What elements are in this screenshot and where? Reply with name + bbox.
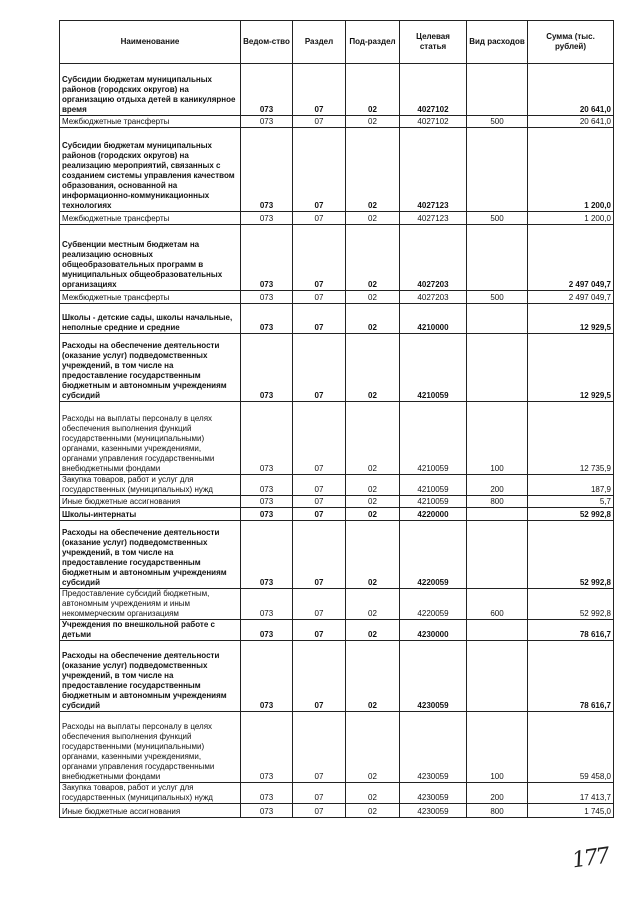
cell-celevaya-statya: 4230000 bbox=[400, 620, 467, 641]
cell-summa: 17 413,7 bbox=[528, 783, 614, 804]
cell-podrazdel: 02 bbox=[346, 64, 400, 116]
table-row bbox=[60, 212, 614, 225]
cell-razdel: 07 bbox=[293, 589, 346, 620]
table-row bbox=[60, 334, 614, 402]
cell-podrazdel: 02 bbox=[346, 334, 400, 402]
cell-razdel: 07 bbox=[293, 64, 346, 116]
cell-vedomstvo: 073 bbox=[241, 304, 293, 334]
cell-name: Предоставление субсидий бюджетным, автономным учреждениям и иным некоммерческим организациям bbox=[60, 589, 241, 620]
cell-name: Расходы на выплаты персоналу в целях обеспечения выполнения функций государственными (муниципальными) органами, казенными учреждениями, органами управления государственными внебюджетными фондами bbox=[60, 712, 241, 783]
table-body bbox=[60, 64, 614, 818]
table-row bbox=[60, 641, 614, 712]
table-row bbox=[60, 589, 614, 620]
cell-summa: 59 458,0 bbox=[528, 712, 614, 783]
cell-name: Субсидии бюджетам муниципальных районов (городских округов) на реализацию мероприятий, связанных с созданием системы управления качеством образования, основанной на информационно-коммуникационных технологиях bbox=[60, 128, 241, 212]
cell-vid-rashodov: 500 bbox=[467, 291, 528, 304]
table-row bbox=[60, 712, 614, 783]
cell-razdel: 07 bbox=[293, 334, 346, 402]
cell-podrazdel: 02 bbox=[346, 291, 400, 304]
cell-celevaya-statya: 4220059 bbox=[400, 521, 467, 589]
cell-celevaya-statya: 4210059 bbox=[400, 496, 467, 508]
cell-summa: 20 641,0 bbox=[528, 64, 614, 116]
cell-name: Школы-интернаты bbox=[60, 508, 241, 521]
cell-vid-rashodov bbox=[467, 64, 528, 116]
cell-vid-rashodov bbox=[467, 521, 528, 589]
cell-summa: 2 497 049,7 bbox=[528, 225, 614, 291]
cell-name: Школы - детские сады, школы начальные, неполные средние и средние bbox=[60, 304, 241, 334]
cell-celevaya-statya: 4230059 bbox=[400, 783, 467, 804]
cell-name: Иные бюджетные ассигнования bbox=[60, 804, 241, 818]
col-header-vid-rashodov: Вид расходов bbox=[467, 21, 528, 64]
cell-name: Закупка товаров, работ и услуг для государственных (муниципальных) нужд bbox=[60, 475, 241, 496]
cell-vid-rashodov bbox=[467, 641, 528, 712]
cell-razdel: 07 bbox=[293, 641, 346, 712]
cell-vedomstvo: 073 bbox=[241, 712, 293, 783]
cell-vedomstvo: 073 bbox=[241, 225, 293, 291]
cell-celevaya-statya: 4230059 bbox=[400, 804, 467, 818]
cell-summa: 1 200,0 bbox=[528, 128, 614, 212]
cell-podrazdel: 02 bbox=[346, 116, 400, 128]
cell-vid-rashodov: 800 bbox=[467, 804, 528, 818]
cell-vid-rashodov bbox=[467, 128, 528, 212]
cell-summa: 5,7 bbox=[528, 496, 614, 508]
cell-vedomstvo: 073 bbox=[241, 402, 293, 475]
cell-podrazdel: 02 bbox=[346, 225, 400, 291]
cell-razdel: 07 bbox=[293, 804, 346, 818]
cell-vedomstvo: 073 bbox=[241, 334, 293, 402]
cell-razdel: 07 bbox=[293, 475, 346, 496]
cell-name: Иные бюджетные ассигнования bbox=[60, 496, 241, 508]
cell-vedomstvo: 073 bbox=[241, 804, 293, 818]
cell-razdel: 07 bbox=[293, 128, 346, 212]
cell-name: Субвенции местным бюджетам на реализацию основных общеобразовательных программ в муниципальных общеобразовательных организациях bbox=[60, 225, 241, 291]
cell-vedomstvo: 073 bbox=[241, 521, 293, 589]
cell-name: Межбюджетные трансферты bbox=[60, 116, 241, 128]
col-header-celevaya-statya: Целевая статья bbox=[400, 21, 467, 64]
cell-vid-rashodov: 100 bbox=[467, 712, 528, 783]
cell-vid-rashodov bbox=[467, 334, 528, 402]
cell-vid-rashodov: 200 bbox=[467, 475, 528, 496]
table-row bbox=[60, 783, 614, 804]
cell-celevaya-statya: 4220000 bbox=[400, 508, 467, 521]
cell-celevaya-statya: 4210059 bbox=[400, 334, 467, 402]
cell-podrazdel: 02 bbox=[346, 496, 400, 508]
cell-razdel: 07 bbox=[293, 508, 346, 521]
cell-summa: 52 992,8 bbox=[528, 521, 614, 589]
cell-vedomstvo: 073 bbox=[241, 64, 293, 116]
cell-vedomstvo: 073 bbox=[241, 783, 293, 804]
cell-summa: 52 992,8 bbox=[528, 589, 614, 620]
cell-podrazdel: 02 bbox=[346, 475, 400, 496]
cell-razdel: 07 bbox=[293, 291, 346, 304]
cell-name: Межбюджетные трансферты bbox=[60, 212, 241, 225]
cell-razdel: 07 bbox=[293, 496, 346, 508]
cell-razdel: 07 bbox=[293, 304, 346, 334]
cell-vid-rashodov: 100 bbox=[467, 402, 528, 475]
cell-summa: 78 616,7 bbox=[528, 620, 614, 641]
cell-podrazdel: 02 bbox=[346, 212, 400, 225]
cell-name: Межбюджетные трансферты bbox=[60, 291, 241, 304]
cell-vedomstvo: 073 bbox=[241, 496, 293, 508]
cell-celevaya-statya: 4210059 bbox=[400, 475, 467, 496]
cell-celevaya-statya: 4027203 bbox=[400, 291, 467, 304]
cell-name: Закупка товаров, работ и услуг для государственных (муниципальных) нужд bbox=[60, 783, 241, 804]
cell-celevaya-statya: 4230059 bbox=[400, 712, 467, 783]
cell-razdel: 07 bbox=[293, 620, 346, 641]
cell-summa: 187,9 bbox=[528, 475, 614, 496]
cell-name: Расходы на выплаты персоналу в целях обеспечения выполнения функций государственными (муниципальными) органами, казенными учреждениями, органами управления государственными внебюджетными фондами bbox=[60, 402, 241, 475]
cell-vid-rashodov: 500 bbox=[467, 116, 528, 128]
cell-celevaya-statya: 4220059 bbox=[400, 589, 467, 620]
cell-summa: 12 929,5 bbox=[528, 334, 614, 402]
cell-podrazdel: 02 bbox=[346, 128, 400, 212]
cell-razdel: 07 bbox=[293, 116, 346, 128]
cell-razdel: 07 bbox=[293, 212, 346, 225]
cell-razdel: 07 bbox=[293, 521, 346, 589]
cell-name: Расходы на обеспечение деятельности (оказание услуг) подведомственных учреждений, в том числе на предоставление государственным бюджетным и автономным учреждениям субсидий bbox=[60, 521, 241, 589]
table-row bbox=[60, 475, 614, 496]
cell-vid-rashodov: 200 bbox=[467, 783, 528, 804]
cell-vedomstvo: 073 bbox=[241, 116, 293, 128]
table-row bbox=[60, 402, 614, 475]
table-row bbox=[60, 804, 614, 818]
table-row bbox=[60, 64, 614, 116]
col-header-podrazdel: Под-раздел bbox=[346, 21, 400, 64]
table-row bbox=[60, 225, 614, 291]
cell-celevaya-statya: 4027102 bbox=[400, 116, 467, 128]
cell-vedomstvo: 073 bbox=[241, 620, 293, 641]
cell-vid-rashodov: 500 bbox=[467, 212, 528, 225]
cell-summa: 1 200,0 bbox=[528, 212, 614, 225]
col-header-name: Наименование bbox=[60, 21, 241, 64]
cell-celevaya-statya: 4027203 bbox=[400, 225, 467, 291]
cell-name: Учреждения по внешкольной работе с детьми bbox=[60, 620, 241, 641]
table-row bbox=[60, 304, 614, 334]
cell-vid-rashodov: 800 bbox=[467, 496, 528, 508]
cell-razdel: 07 bbox=[293, 225, 346, 291]
table-row bbox=[60, 521, 614, 589]
cell-podrazdel: 02 bbox=[346, 620, 400, 641]
cell-summa: 1 745,0 bbox=[528, 804, 614, 818]
cell-vid-rashodov bbox=[467, 620, 528, 641]
cell-vedomstvo: 073 bbox=[241, 128, 293, 212]
cell-celevaya-statya: 4230059 bbox=[400, 641, 467, 712]
cell-name: Расходы на обеспечение деятельности (оказание услуг) подведомственных учреждений, в том числе на предоставление государственным бюджетным и автономным учреждениям субсидий bbox=[60, 641, 241, 712]
table-row bbox=[60, 116, 614, 128]
cell-vedomstvo: 073 bbox=[241, 508, 293, 521]
col-header-razdel: Раздел bbox=[293, 21, 346, 64]
cell-podrazdel: 02 bbox=[346, 508, 400, 521]
cell-vid-rashodov: 600 bbox=[467, 589, 528, 620]
cell-vid-rashodov bbox=[467, 508, 528, 521]
cell-celevaya-statya: 4027102 bbox=[400, 64, 467, 116]
table-row bbox=[60, 508, 614, 521]
cell-podrazdel: 02 bbox=[346, 589, 400, 620]
cell-razdel: 07 bbox=[293, 402, 346, 475]
cell-podrazdel: 02 bbox=[346, 804, 400, 818]
budget-table bbox=[59, 20, 614, 818]
cell-vedomstvo: 073 bbox=[241, 475, 293, 496]
cell-podrazdel: 02 bbox=[346, 641, 400, 712]
cell-razdel: 07 bbox=[293, 712, 346, 783]
table-row bbox=[60, 496, 614, 508]
table-row bbox=[60, 128, 614, 212]
cell-vedomstvo: 073 bbox=[241, 212, 293, 225]
cell-vedomstvo: 073 bbox=[241, 641, 293, 712]
cell-summa: 78 616,7 bbox=[528, 641, 614, 712]
table-header-row bbox=[60, 21, 614, 64]
cell-summa: 2 497 049,7 bbox=[528, 291, 614, 304]
cell-podrazdel: 02 bbox=[346, 783, 400, 804]
cell-vedomstvo: 073 bbox=[241, 589, 293, 620]
cell-vid-rashodov bbox=[467, 225, 528, 291]
cell-vedomstvo: 073 bbox=[241, 291, 293, 304]
cell-razdel: 07 bbox=[293, 783, 346, 804]
handwritten-page-number: 177 bbox=[570, 843, 610, 874]
cell-name: Субсидии бюджетам муниципальных районов (городских округов) на организацию отдыха детей в каникулярное время bbox=[60, 64, 241, 116]
cell-summa: 20 641,0 bbox=[528, 116, 614, 128]
cell-summa: 12 735,9 bbox=[528, 402, 614, 475]
cell-celevaya-statya: 4210000 bbox=[400, 304, 467, 334]
cell-podrazdel: 02 bbox=[346, 304, 400, 334]
cell-celevaya-statya: 4210059 bbox=[400, 402, 467, 475]
cell-name: Расходы на обеспечение деятельности (оказание услуг) подведомственных учреждений, в том числе на предоставление государственным бюджетным и автономным учреждениям субсидий bbox=[60, 334, 241, 402]
col-header-vedomstvo: Ведом-ство bbox=[241, 21, 293, 64]
cell-celevaya-statya: 4027123 bbox=[400, 128, 467, 212]
table-row bbox=[60, 620, 614, 641]
budget-table-sheet bbox=[59, 20, 613, 818]
cell-vid-rashodov bbox=[467, 304, 528, 334]
cell-summa: 52 992,8 bbox=[528, 508, 614, 521]
cell-podrazdel: 02 bbox=[346, 712, 400, 783]
cell-podrazdel: 02 bbox=[346, 521, 400, 589]
table-row bbox=[60, 291, 614, 304]
cell-podrazdel: 02 bbox=[346, 402, 400, 475]
cell-summa: 12 929,5 bbox=[528, 304, 614, 334]
cell-celevaya-statya: 4027123 bbox=[400, 212, 467, 225]
col-header-summa: Сумма (тыс. рублей) bbox=[528, 21, 614, 64]
